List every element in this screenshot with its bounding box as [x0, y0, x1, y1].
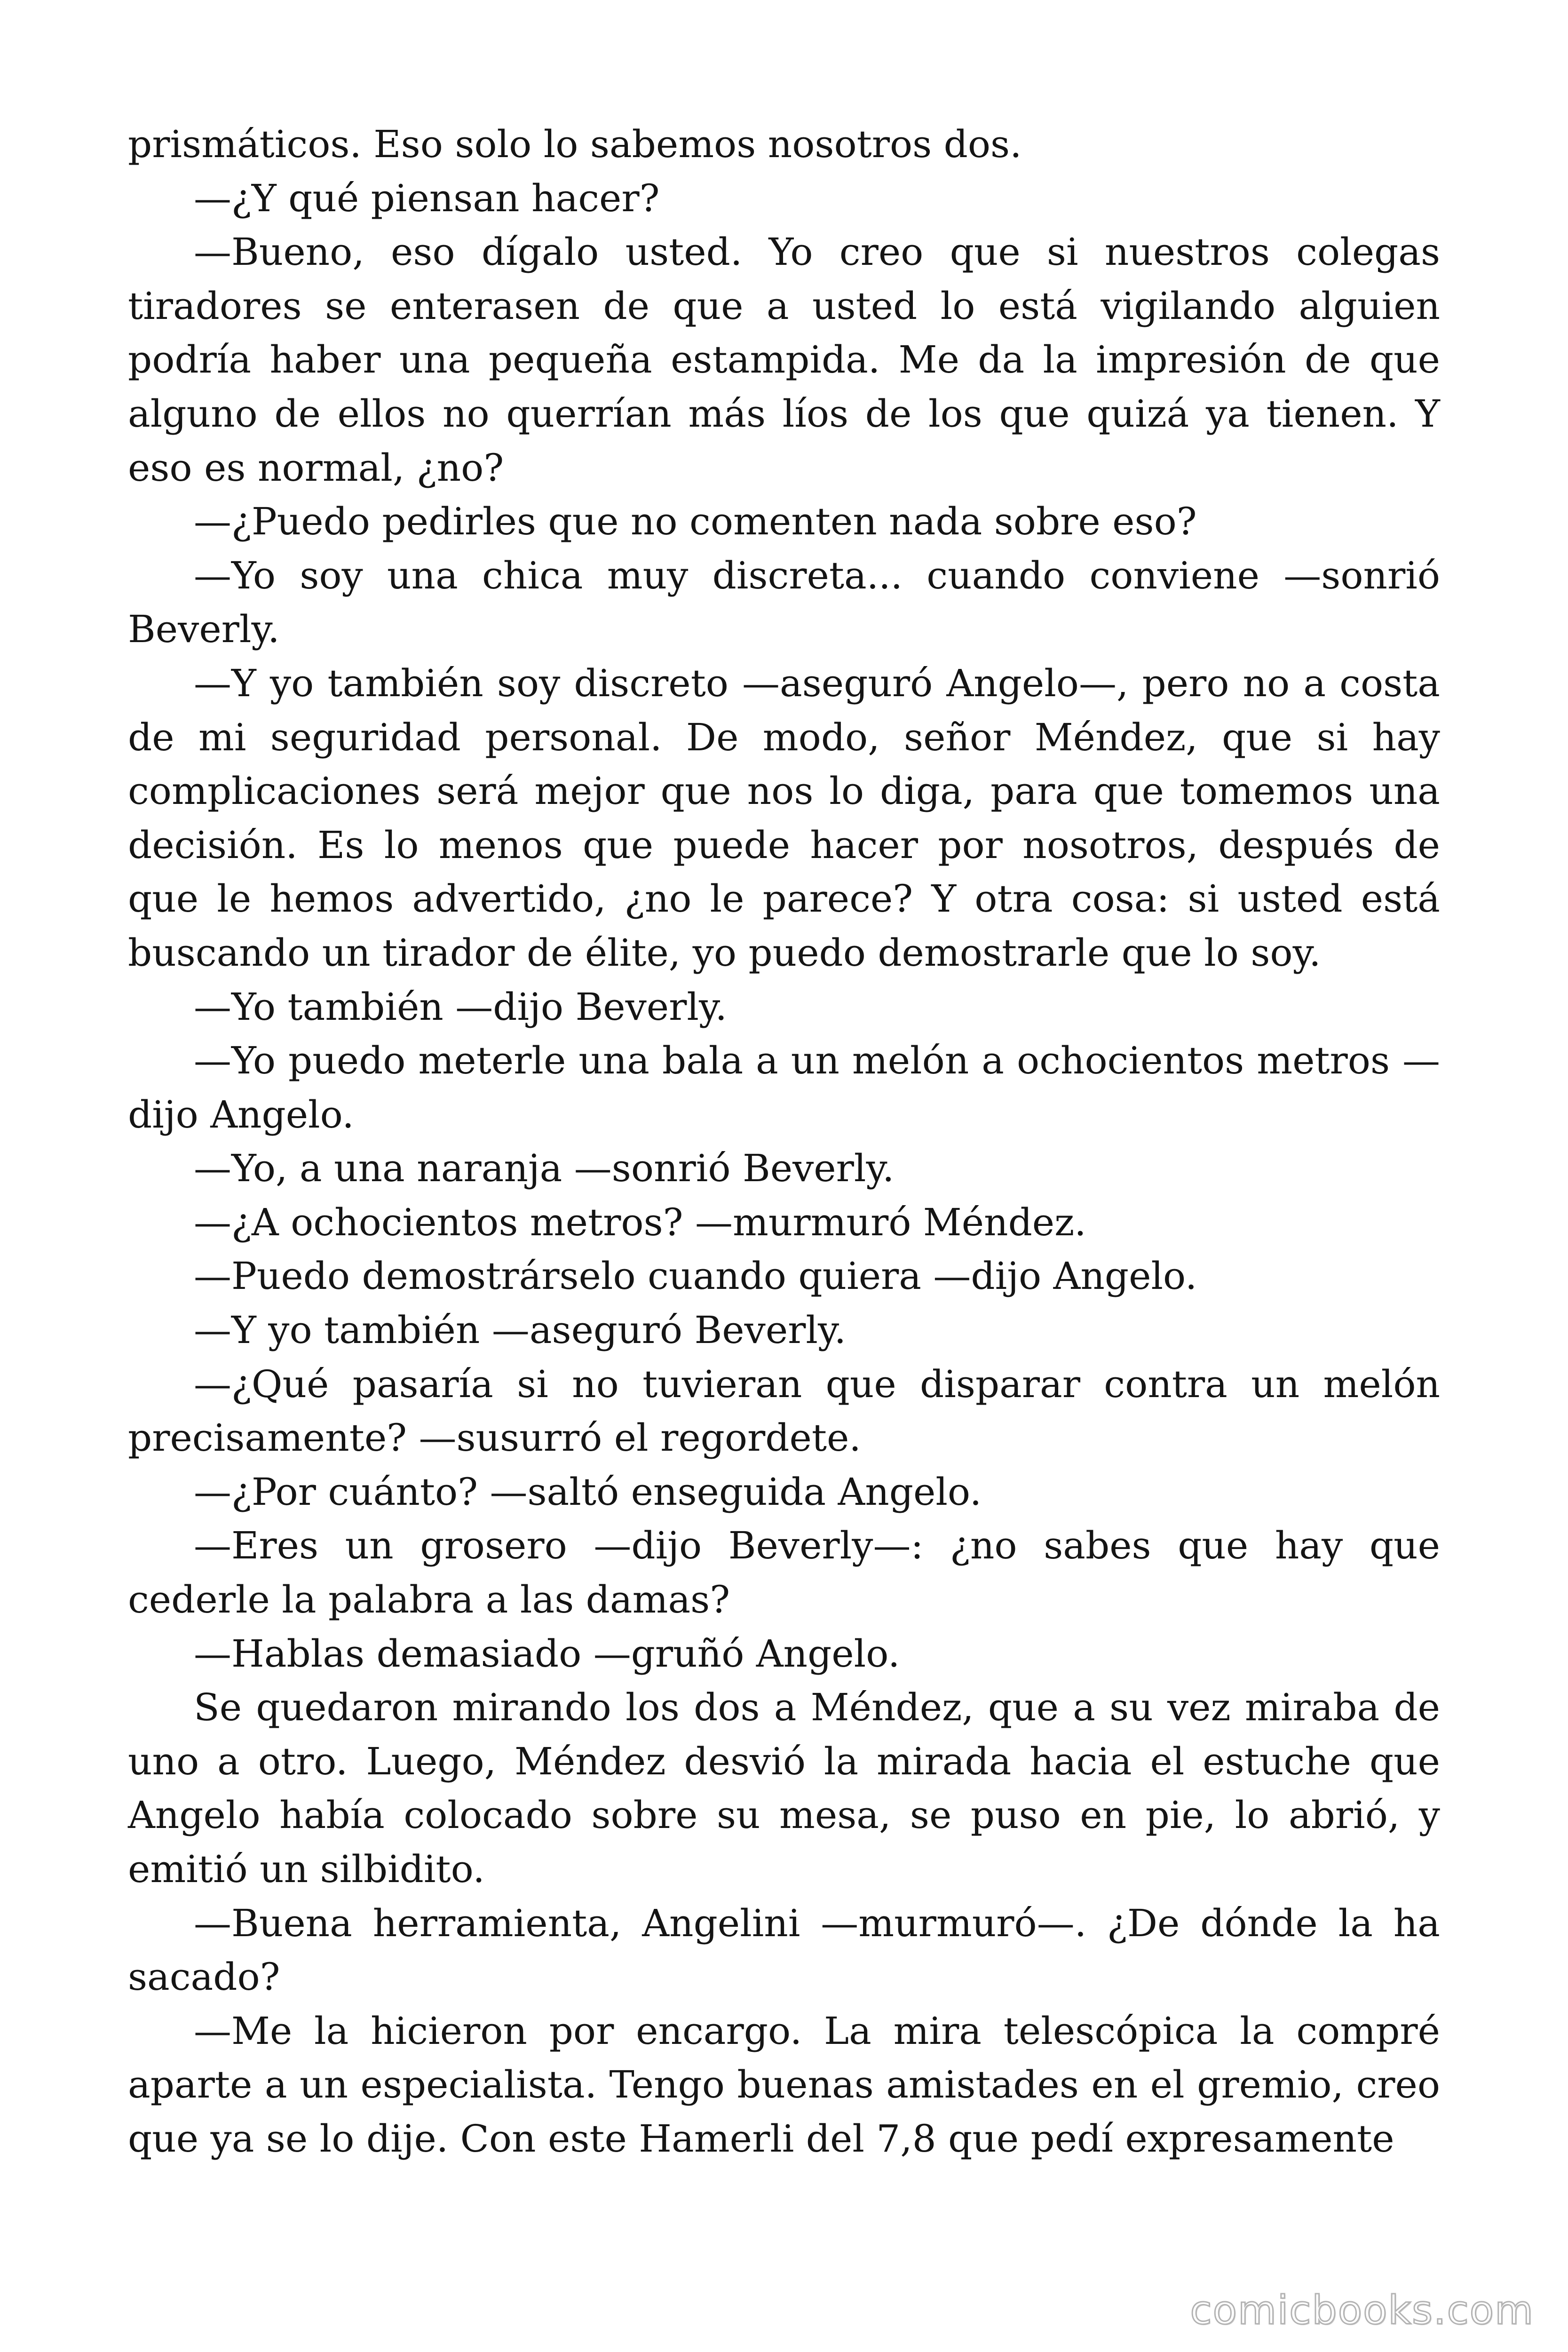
paragraph: —¿Qué pasaría si no tuvieran que disparar contra un melón precisamente? —susurró el regordete.	[128, 1362, 1440, 1460]
paragraph: —¿Y qué piensan hacer?	[194, 176, 660, 220]
paragraph: —¿Puedo pedirles que no comenten nada sobre eso?	[194, 500, 1197, 544]
paragraph: —¿Por cuánto? —saltó enseguida Angelo.	[194, 1470, 982, 1514]
paragraph: —Yo puedo meterle una bala a un melón a ochocientos metros —dijo Angelo.	[128, 1039, 1440, 1136]
watermark: comicbooks.com	[1190, 2287, 1534, 2333]
paragraph: —Eres un grosero —dijo Beverly—: ¿no sabes que hay que cederle la palabra a las damas?	[128, 1524, 1440, 1622]
paragraph: —Me la hicieron por encargo. La mira telescópica la compré aparte a un especialista. Tengo buenas amistades en el gremio, creo que ya se lo dije. Con este Hamerli del 7,8 que pedí expresamente	[128, 2009, 1440, 2161]
paragraph: —Yo, a una naranja —sonrió Beverly.	[194, 1146, 895, 1191]
paragraph: —Y yo también —aseguró Beverly.	[194, 1308, 846, 1352]
paragraph: —Puedo demostrárselo cuando quiera —dijo Angelo.	[194, 1254, 1197, 1298]
paragraph: —Yo soy una chica muy discreta... cuando conviene —sonrió Beverly.	[128, 553, 1440, 652]
paragraph: —Bueno, eso dígalo usted. Yo creo que si nuestros colegas tiradores se enterasen de que a usted lo está vigilando alguien podría haber una pequeña estampida. Me da la impresión de que alguno de ellos no querrían más líos de los que quizá ya tienen. Y eso es normal, ¿no?	[128, 230, 1440, 490]
paragraph: —Yo también —dijo Beverly.	[194, 985, 727, 1029]
body-text	[128, 118, 1440, 2166]
paragraph: —¿A ochocientos metros? —murmuró Méndez.	[194, 1200, 1086, 1244]
paragraph: —Y yo también soy discreto —aseguró Angelo—, pero no a costa de mi seguridad personal. De modo, señor Méndez, que si hay complicaciones será mejor que nos lo diga, para que tomemos una decisión. Es lo menos que puede hacer por nosotros, después de que le hemos advertido, ¿no le parece? Y otra cosa: si usted está buscando un tirador de élite, yo puedo demostrarle que lo soy.	[128, 661, 1440, 975]
paragraph: Se quedaron mirando los dos a Méndez, que a su vez miraba de uno a otro. Luego, Méndez desvió la mirada hacia el estuche que Angelo había colocado sobre su mesa, se puso en pie, lo abrió, y emitió un silbidito.	[128, 1685, 1440, 1891]
paragraph: prismáticos. Eso solo lo sabemos nosotros dos.	[128, 122, 1022, 166]
paragraph: —Hablas demasiado —gruñó Angelo.	[194, 1631, 900, 1676]
paragraph: —Buena herramienta, Angelini —murmuró—. ¿De dónde la ha sacado?	[128, 1901, 1440, 1999]
